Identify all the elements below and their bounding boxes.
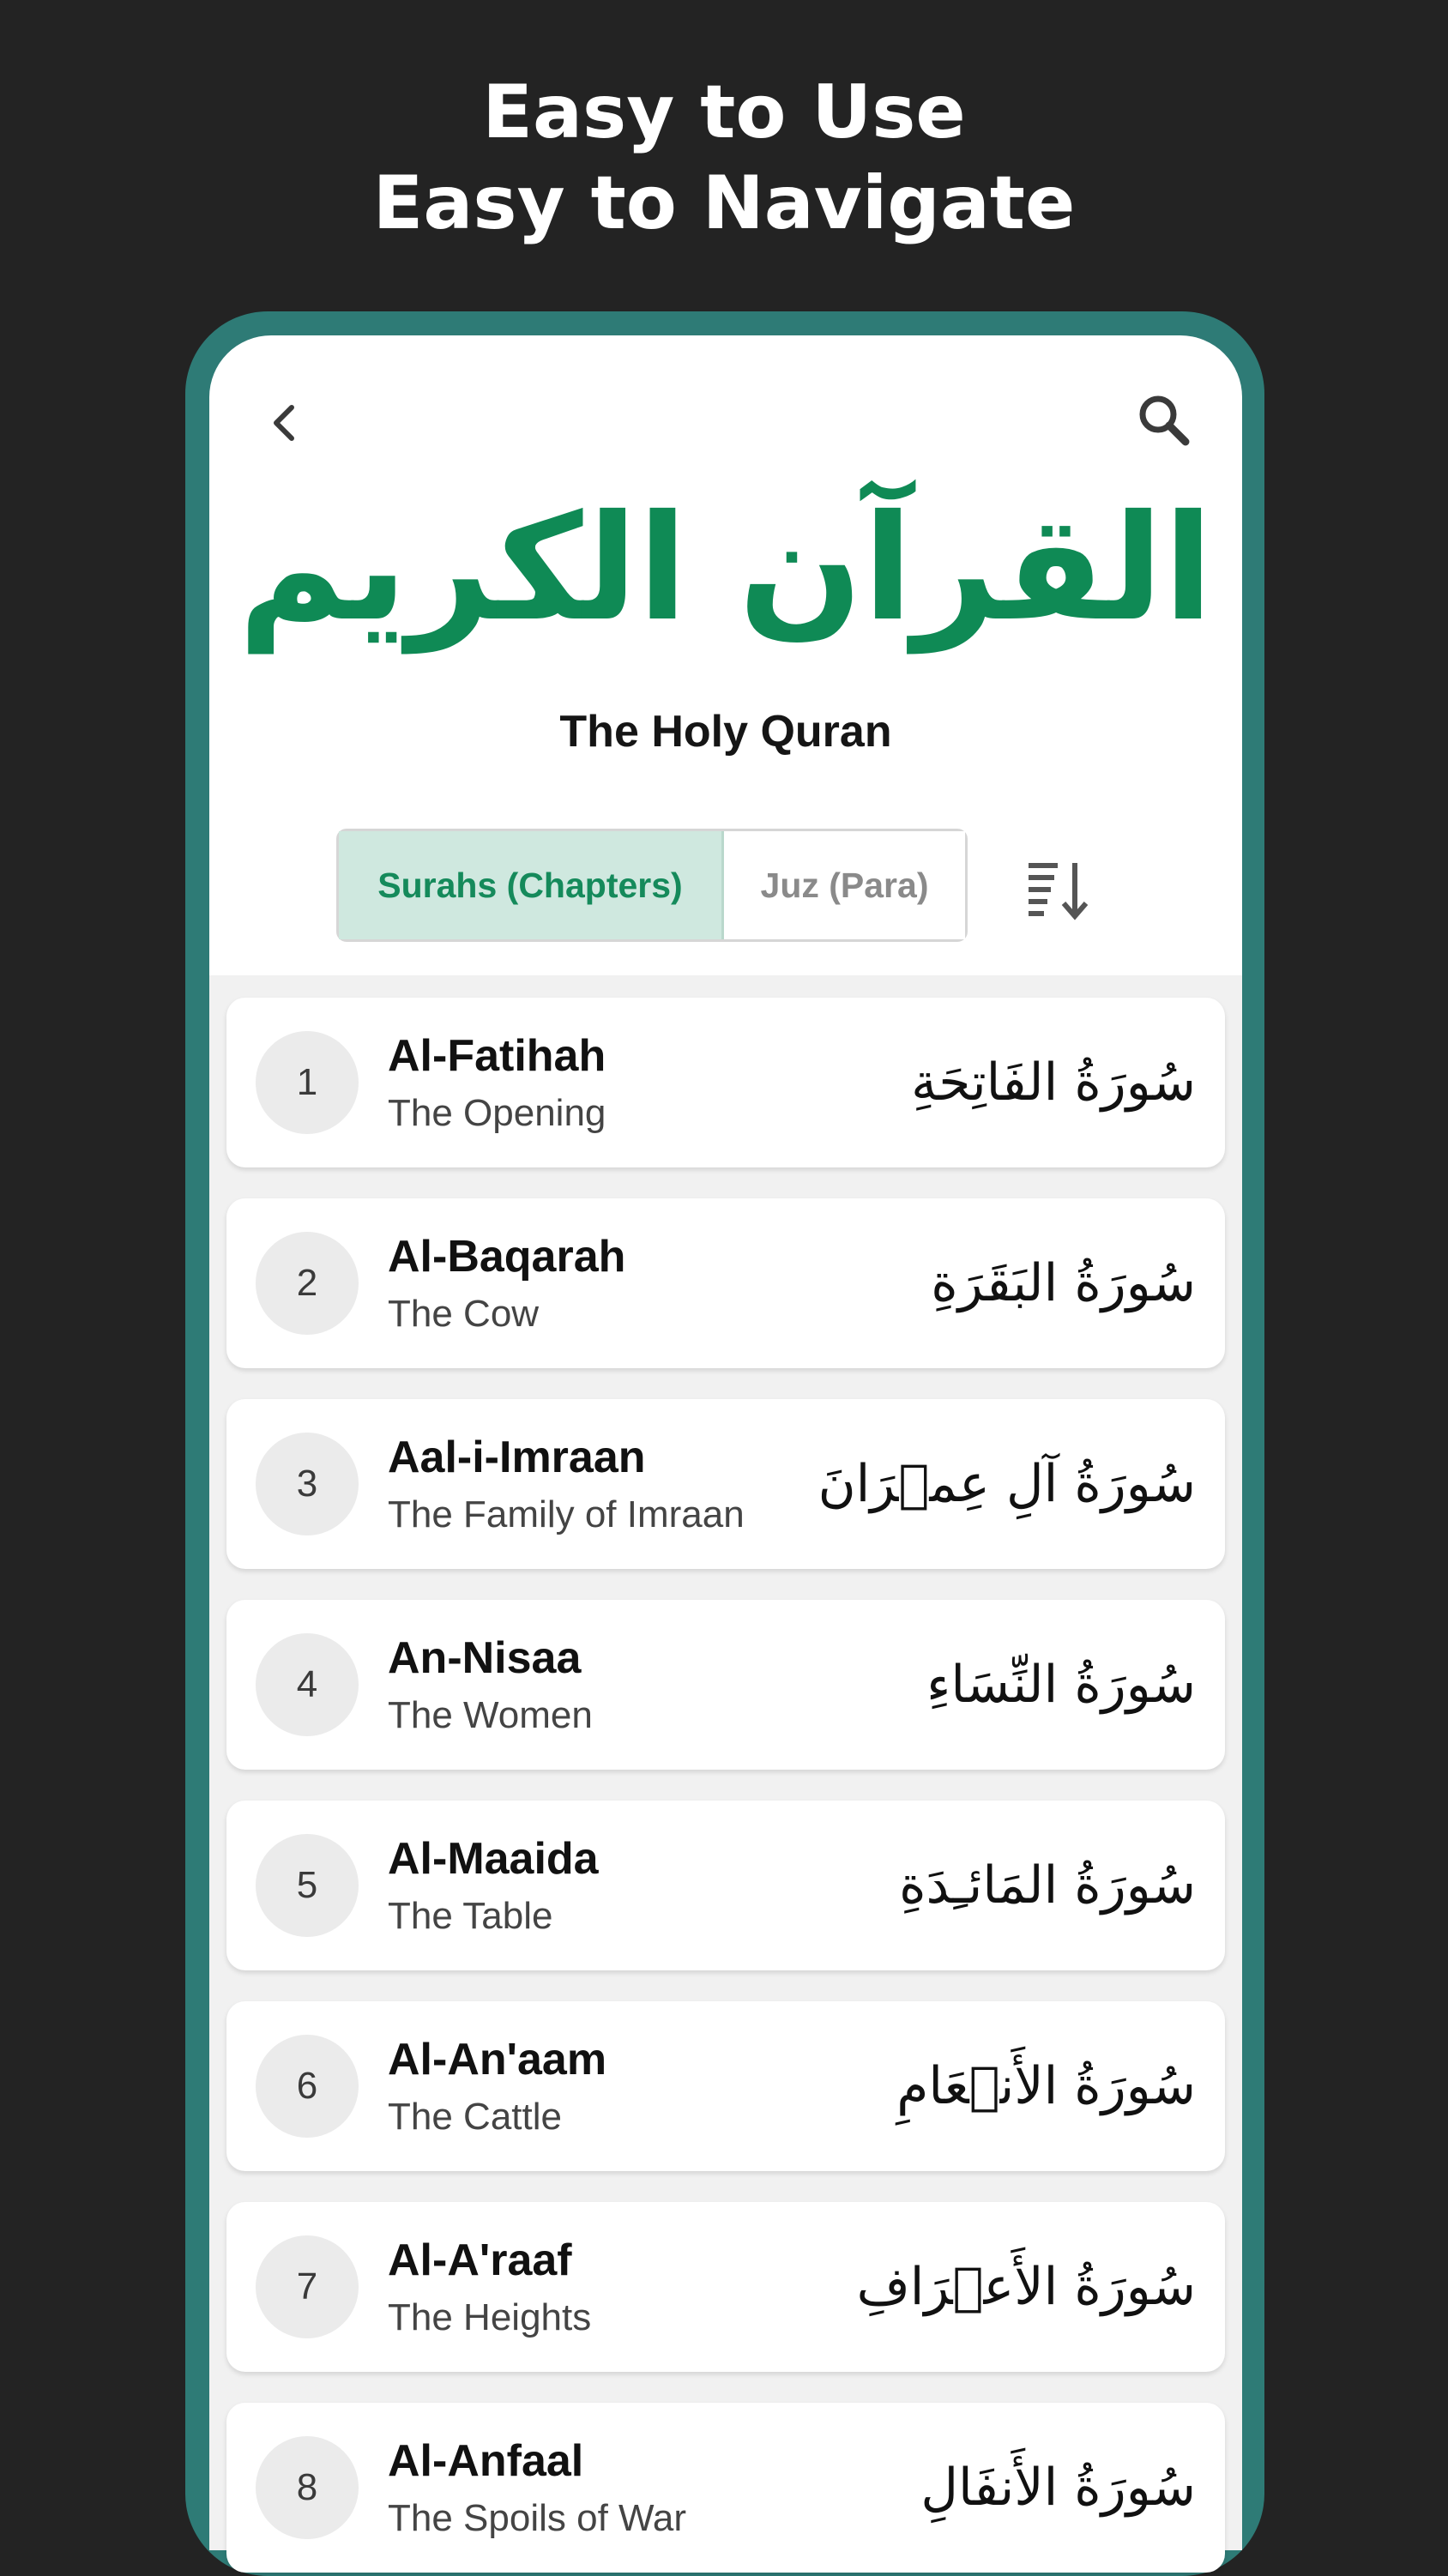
page-title: The Holy Quran [559, 707, 892, 757]
surah-number: 5 [256, 1834, 359, 1937]
tab-juz[interactable]: Juz (Para) [724, 831, 965, 939]
surah-meaning: The Cattle [388, 2096, 562, 2138]
surah-meaning: The Heights [388, 2296, 592, 2338]
sort-button[interactable] [1019, 850, 1096, 927]
surah-arabic-name: سُورَةُ الأَعۡرَافِ [856, 2257, 1196, 2317]
logo-text: القرآن الكريم [238, 484, 1214, 654]
surah-row[interactable] [226, 2001, 1225, 2171]
tab-surahs[interactable]: Surahs (Chapters) [339, 831, 724, 939]
tab-bar [336, 829, 968, 942]
promo-heading [0, 67, 1448, 249]
surah-arabic-name: سُورَةُ الأَنۡعَامِ [896, 2056, 1196, 2116]
surah-number: 3 [256, 1433, 359, 1535]
promo-line-2: Easy to Navigate [372, 160, 1076, 246]
surah-row[interactable] [226, 1600, 1225, 1770]
surah-name: Al-Anfaal [388, 2436, 584, 2486]
search-icon [1134, 390, 1194, 450]
surah-row[interactable] [226, 2202, 1225, 2372]
surah-number: 4 [256, 1633, 359, 1736]
surah-name: Al-An'aam [388, 2035, 607, 2084]
back-button[interactable] [250, 389, 319, 457]
surah-row[interactable] [226, 1801, 1225, 1970]
surah-number: 2 [256, 1232, 359, 1335]
surah-name: Al-A'raaf [388, 2235, 572, 2285]
app-screen [209, 335, 1242, 2550]
surah-number: 8 [256, 2436, 359, 2539]
chevron-left-icon [266, 399, 304, 447]
surah-number: 6 [256, 2035, 359, 2138]
surah-name: Al-Baqarah [388, 1232, 626, 1282]
surah-arabic-name: سُورَةُ النِّسَاءِ [926, 1655, 1196, 1715]
quran-logo [238, 447, 1214, 687]
surah-list [209, 975, 1242, 2550]
surah-arabic-name: سُورَةُ المَائـِدَةِ [899, 1855, 1196, 1915]
surah-meaning: The Women [388, 1694, 593, 1736]
surah-arabic-name: سُورَةُ آلِ عِمۡرَانَ [818, 1454, 1196, 1514]
surah-row[interactable] [226, 1198, 1225, 1368]
promo-line-1: Easy to Use [482, 69, 966, 155]
surah-name: Al-Maaida [388, 1834, 599, 1884]
sort-descending-icon [1023, 854, 1092, 923]
surah-row[interactable] [226, 2403, 1225, 2573]
surah-arabic-name: سُورَةُ الفَاتِحَةِ [911, 1053, 1196, 1113]
surah-meaning: The Cow [388, 1293, 540, 1335]
surah-name: Al-Fatihah [388, 1031, 606, 1081]
surah-arabic-name: سُورَةُ الأَنفَالِ [920, 2458, 1196, 2518]
surah-arabic-name: سُورَةُ البَقَرَةِ [931, 1253, 1196, 1313]
surah-number: 1 [256, 1031, 359, 1134]
surah-number: 7 [256, 2235, 359, 2338]
surah-meaning: The Opening [388, 1092, 606, 1134]
surah-row[interactable] [226, 1399, 1225, 1569]
surah-row[interactable] [226, 998, 1225, 1167]
surah-meaning: The Family of Imraan [388, 1493, 745, 1535]
surah-name: Aal-i-Imraan [388, 1433, 646, 1482]
surah-name: An-Nisaa [388, 1633, 582, 1683]
surah-meaning: The Spoils of War [388, 2497, 687, 2539]
surah-meaning: The Table [388, 1895, 553, 1937]
search-button[interactable] [1125, 382, 1203, 459]
